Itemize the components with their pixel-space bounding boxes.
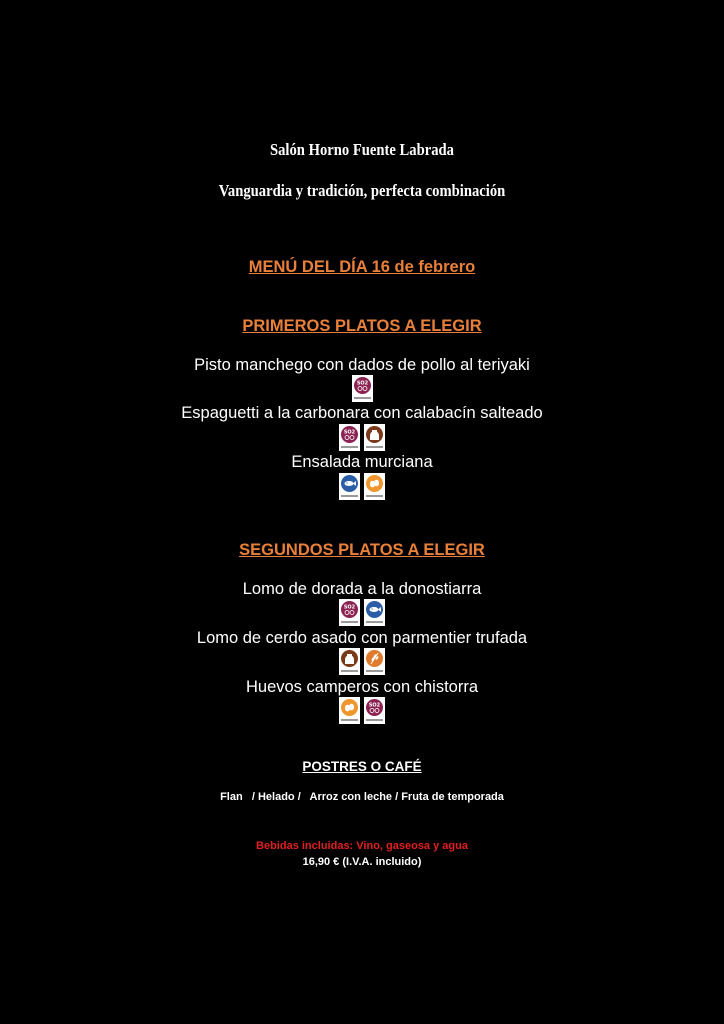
tagline: Vanguardia y tradición, perfecta combinación: [218, 181, 506, 200]
dish-name: Lomo de cerdo asado con parmentier trufada: [196, 629, 528, 647]
eggs-allergen-icon: [364, 473, 385, 500]
fish-allergen-icon: [364, 599, 385, 626]
first-courses-heading: PRIMEROS PLATOS A ELEGIR: [242, 317, 482, 335]
dish-name: Pisto manchego con dados de pollo al teriyaki: [194, 356, 530, 374]
svg-text:SO2: SO2: [356, 380, 368, 387]
restaurant-name: Salón Horno Fuente Labrada: [269, 140, 454, 159]
dairy-allergen-icon: [364, 424, 385, 451]
sulphites-allergen-icon: [364, 697, 385, 724]
eggs-allergen-icon: [339, 697, 360, 724]
dish-name: Huevos camperos con chistorra: [245, 678, 478, 696]
dish-name: Lomo de dorada a la donostiarra: [242, 580, 482, 598]
desserts-list: Flan / Helado / Arroz con leche / Fruta de temporada: [220, 791, 504, 803]
menu-title: MENÚ DEL DÍA 16 de febrero: [248, 258, 476, 276]
gluten-allergen-icon: [364, 648, 385, 675]
drinks-included: Bebidas incluidas: Vino, gaseosa y agua: [256, 840, 468, 852]
sulphites-allergen-icon: [339, 424, 360, 451]
allergen-icons: [0, 599, 724, 626]
dish-name: Ensalada murciana: [291, 453, 433, 471]
fish-allergen-icon: [339, 473, 360, 500]
allergen-icons: [0, 648, 724, 675]
sulphites-allergen-icon: [352, 375, 373, 402]
svg-text:SO2: SO2: [343, 429, 356, 436]
svg-text:SO2: SO2: [368, 702, 381, 709]
allergen-icons: [0, 473, 724, 500]
allergen-icons: [0, 424, 724, 451]
desserts-heading: POSTRES O CAFÉ: [302, 759, 422, 774]
allergen-icons: [0, 375, 724, 402]
sulphites-allergen-icon: [339, 599, 360, 626]
allergen-icons: [0, 697, 724, 724]
dish-name: Espaguetti a la carbonara con calabacín salteado: [181, 404, 543, 422]
dairy-allergen-icon: [339, 648, 360, 675]
second-courses-heading: SEGUNDOS PLATOS A ELEGIR: [239, 541, 485, 559]
price: 16,90 € (I.V.A. incluido): [302, 856, 422, 868]
svg-text:SO2: SO2: [343, 604, 356, 611]
